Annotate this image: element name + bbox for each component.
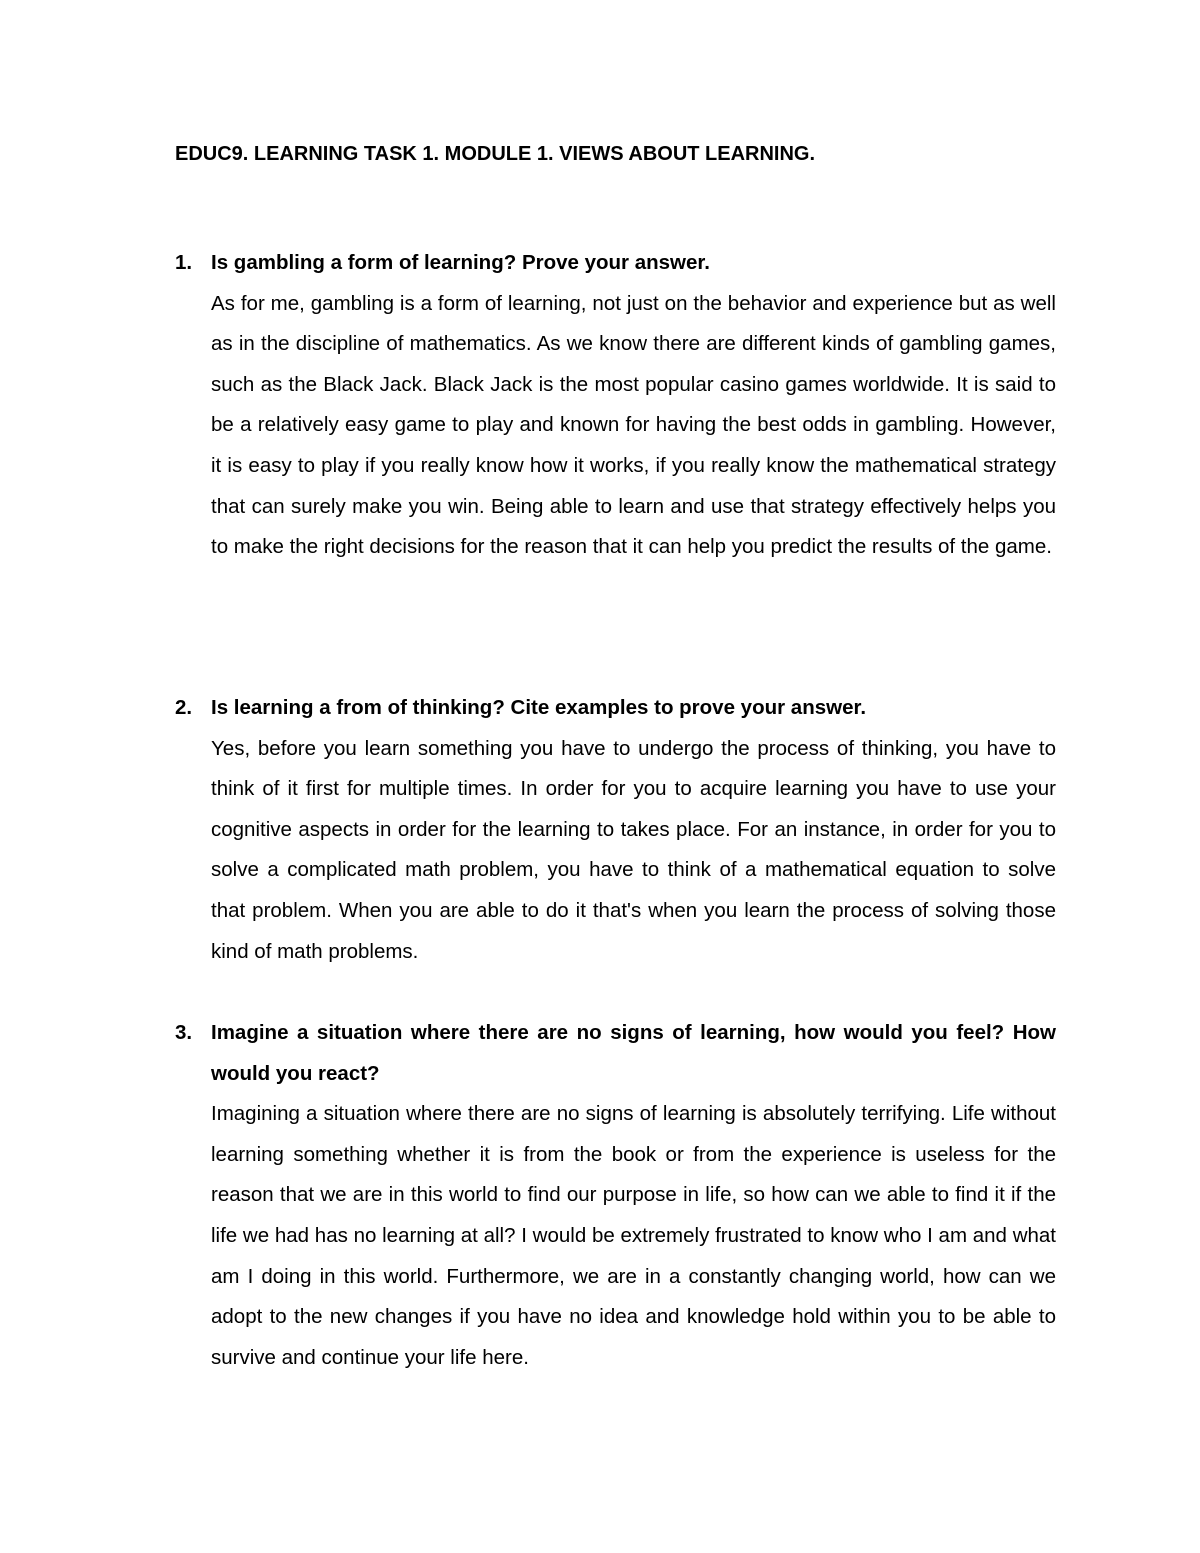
question-text: Is gambling a form of learning? Prove your answer. [211,251,710,274]
question-heading [175,243,1056,284]
question-heading [175,688,1056,729]
document-title: EDUC9. LEARNING TASK 1. MODULE 1. VIEWS ABOUT LEARNING. [175,143,816,165]
question-heading [175,1013,1056,1094]
answer-text: Imagining a situation where there are no signs of learning is absolutely terrifying. Life without learning something whether it is from the book or from the experience is useless for the reason that we are in this world to find our purpose in life, so how can we able to find it if the life we had has no learning at all? I would be extremely frustrated to know who I am and what am I doing in this world. Furthermore, we are in a constantly changing world, how can we adopt to the new changes if you have no idea and knowledge hold within you to be able to survive and continue your life here. [211,1102,1056,1369]
question-text: Is learning a from of thinking? Cite examples to prove your answer. [211,696,867,719]
question-number: 1. [175,251,193,274]
answer-text: Yes, before you learn something you have to undergo the process of thinking, you have to think of it first for multiple times. In order for you to acquire learning you have to use your cognitive aspects in order for the learning to takes place. For an instance, in order for you to solve a complicated math problem, you have to think of a mathematical equation to solve that problem. When you are able to do it that's when you learn the process of solving those kind of math problems. [211,736,1056,963]
answer-text: As for me, gambling is a form of learning, not just on the behavior and experience but as well as in the discipline of mathematics. As we know there are different kinds of gambling games, such as the Black Jack. Black Jack is the most popular casino games worldwide. It is said to be a relatively easy game to play and known for having the best odds in gambling. However, it is easy to play if you really know how it works, if you really know the mathematical strategy that can surely make you win. Being able to learn and use that strategy effectively helps you to make the right decisions for the reason that it can help you predict the results of the game. [211,291,1056,559]
question-number: 3. [175,1021,193,1044]
question-number: 2. [175,696,193,719]
question-item [175,1013,1056,1378]
question-item [175,688,1056,972]
question-text: Imagine a situation where there are no signs of learning, how would you feel? How would you react? [211,1021,1056,1085]
question-item [175,243,1056,568]
